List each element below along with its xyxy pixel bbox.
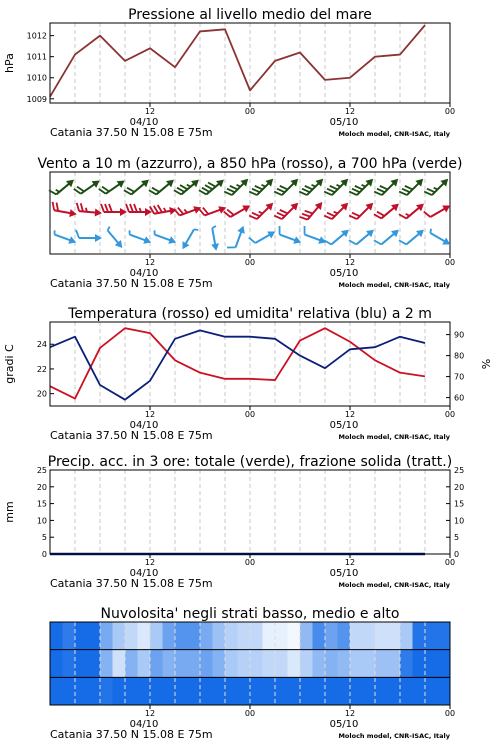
cloud-cell-alto (150, 622, 163, 650)
cloud-cell-medio (225, 650, 238, 678)
y-tick-label: 24 (36, 340, 47, 350)
cloud-cell-medio (125, 650, 138, 678)
cloud-cell-basso (338, 677, 351, 705)
y-tick-label: 15 (36, 499, 47, 509)
y-tick-label: 10 (36, 516, 47, 526)
y-tick-label: 1012 (26, 31, 47, 41)
cloud-cell-alto (63, 622, 76, 650)
cloud-cell-basso (213, 677, 226, 705)
cloud-cell-basso (350, 677, 376, 705)
date-label: 04/10 (129, 420, 159, 431)
cloud-cell-medio (400, 650, 413, 678)
time-tick-label: 00 (244, 410, 256, 419)
model-credit: Moloch model, CNR-ISAC, Italy (338, 130, 450, 138)
y-tick-label: 0 (41, 550, 47, 559)
y-tick-label: 20 (36, 482, 47, 492)
cloud-cell-basso (125, 677, 138, 705)
cloud-cell-medio (313, 650, 326, 678)
cloud-cell-basso (313, 677, 326, 705)
y2-tick-label: 0 (454, 550, 460, 559)
chart-title: Pressione al livello medio del mare (128, 7, 372, 23)
cloud-cell-basso (163, 677, 176, 705)
y-tick-label: 5 (41, 533, 47, 543)
cloud-cell-alto (350, 622, 376, 650)
time-tick-label: 12 (144, 558, 156, 567)
time-tick-label: 00 (244, 258, 256, 267)
time-tick-label: 00 (444, 558, 456, 567)
y2-tick-label: 70 (454, 372, 465, 382)
time-tick-label: 00 (244, 558, 256, 567)
cloud-cell-basso (113, 677, 126, 705)
cloud-cell-basso (288, 677, 301, 705)
cloud-cell-medio (413, 650, 451, 678)
time-tick-label: 00 (244, 709, 256, 718)
time-tick-label: 00 (244, 107, 256, 116)
cloud-cell-alto (200, 622, 213, 650)
cloud-cell-medio (350, 650, 376, 678)
cloud-cell-alto (75, 622, 101, 650)
y2-tick-label: 10 (454, 516, 465, 526)
cloud-cell-medio (138, 650, 151, 678)
time-tick-label: 12 (344, 558, 356, 567)
cloud-cell-alto (50, 622, 63, 650)
y2-tick-label: 15 (454, 499, 465, 509)
cloud-cell-alto (325, 622, 338, 650)
cloud-cell-alto (163, 622, 176, 650)
model-credit: Moloch model, CNR-ISAC, Italy (338, 732, 450, 740)
chart-title: Precip. acc. in 3 ore: totale (verde), frazione solida (tratt.) (47, 454, 453, 470)
cloud-cell-medio (213, 650, 226, 678)
cloud-cell-basso (225, 677, 238, 705)
cloud-cell-alto (338, 622, 351, 650)
date-label: 05/10 (329, 420, 359, 431)
time-tick-label: 12 (344, 709, 356, 718)
cloud-cell-medio (375, 650, 401, 678)
cloud-cell-basso (200, 677, 213, 705)
cloud-cell-medio (150, 650, 163, 678)
y-axis-label: hPa (3, 53, 16, 73)
cloud-cell-medio (175, 650, 201, 678)
time-tick-label: 00 (444, 709, 456, 718)
model-credit: Moloch model, CNR-ISAC, Italy (338, 433, 450, 441)
location-label: Catania 37.50 N 15.08 E 75m (50, 577, 213, 590)
chart-title: Nuvolosita' negli strati basso, medio e alto (100, 606, 400, 622)
cloud-cell-alto (100, 622, 113, 650)
cloud-cell-alto (400, 622, 413, 650)
cloud-cell-medio (300, 650, 313, 678)
y2-tick-label: 80 (454, 351, 465, 361)
date-label: 05/10 (329, 117, 359, 128)
cloud-cell-alto (288, 622, 301, 650)
cloud-cell-medio (288, 650, 301, 678)
y-axis-label: gradi C (3, 344, 16, 384)
cloud-cell-basso (175, 677, 201, 705)
cloud-cell-basso (300, 677, 313, 705)
cloud-cell-basso (50, 677, 63, 705)
y2-tick-label: 20 (454, 482, 465, 492)
time-tick-label: 12 (144, 107, 156, 116)
y-tick-label: 22 (36, 364, 47, 374)
y-tick-label: 1011 (26, 52, 47, 62)
cloud-cell-medio (200, 650, 213, 678)
cloud-cell-alto (225, 622, 238, 650)
time-tick-label: 00 (444, 258, 456, 267)
cloud-cell-medio (325, 650, 338, 678)
y2-tick-label: 25 (454, 466, 465, 475)
cloud-cell-medio (113, 650, 126, 678)
cloud-cell-alto (313, 622, 326, 650)
y2-tick-label: 60 (454, 393, 465, 403)
time-tick-label: 12 (344, 258, 356, 267)
time-tick-label: 12 (144, 709, 156, 718)
y2-tick-label: 90 (454, 330, 465, 340)
cloud-cell-alto (138, 622, 151, 650)
cloud-cell-alto (413, 622, 451, 650)
cloud-cell-alto (375, 622, 401, 650)
chart-title: Temperatura (rosso) ed umidita' relativa (blu) a 2 m (68, 306, 432, 322)
time-tick-label: 00 (444, 410, 456, 419)
location-label: Catania 37.50 N 15.08 E 75m (50, 277, 213, 290)
cloud-cell-alto (175, 622, 201, 650)
cloud-cell-medio (75, 650, 101, 678)
cloud-cell-medio (338, 650, 351, 678)
cloud-cell-basso (150, 677, 163, 705)
chart-title: Vento a 10 m (azzurro), a 850 hPa (rosso), a 700 hPa (verde) (37, 156, 463, 172)
y-tick-label: 20 (36, 389, 47, 399)
cloud-cell-alto (125, 622, 138, 650)
cloud-cell-medio (50, 650, 63, 678)
y-tick-label: 25 (36, 466, 47, 475)
cloud-cell-basso (75, 677, 101, 705)
cloud-cell-basso (400, 677, 413, 705)
date-label: 05/10 (329, 268, 359, 279)
cloud-cell-basso (138, 677, 151, 705)
date-label: 05/10 (329, 719, 359, 730)
cloud-cell-alto (300, 622, 313, 650)
cloud-cell-basso (325, 677, 338, 705)
time-tick-label: 12 (344, 107, 356, 116)
time-tick-label: 00 (444, 107, 456, 116)
date-label: 05/10 (329, 568, 359, 579)
date-label: 04/10 (129, 568, 159, 579)
model-credit: Moloch model, CNR-ISAC, Italy (338, 581, 450, 589)
date-label: 04/10 (129, 117, 159, 128)
y2-tick-label: 5 (454, 533, 460, 543)
cloud-cell-medio (163, 650, 176, 678)
cloud-cell-basso (63, 677, 76, 705)
cloud-cell-alto (213, 622, 226, 650)
cloud-cell-alto (113, 622, 126, 650)
y-axis-label: % (480, 358, 493, 370)
y-tick-label: 1009 (26, 94, 47, 104)
cloud-cell-medio (100, 650, 113, 678)
time-tick-label: 12 (144, 410, 156, 419)
cloud-cell-medio (63, 650, 76, 678)
cloud-cell-basso (413, 677, 451, 705)
cloud-cell-basso (375, 677, 401, 705)
y-axis-label: mm (3, 501, 16, 523)
time-tick-label: 12 (144, 258, 156, 267)
date-label: 04/10 (129, 268, 159, 279)
model-credit: Moloch model, CNR-ISAC, Italy (338, 281, 450, 289)
time-tick-label: 12 (344, 410, 356, 419)
cloud-cell-basso (100, 677, 113, 705)
y-tick-label: 1010 (26, 73, 47, 83)
date-label: 04/10 (129, 719, 159, 730)
location-label: Catania 37.50 N 15.08 E 75m (50, 728, 213, 741)
location-label: Catania 37.50 N 15.08 E 75m (50, 429, 213, 442)
location-label: Catania 37.50 N 15.08 E 75m (50, 126, 213, 139)
